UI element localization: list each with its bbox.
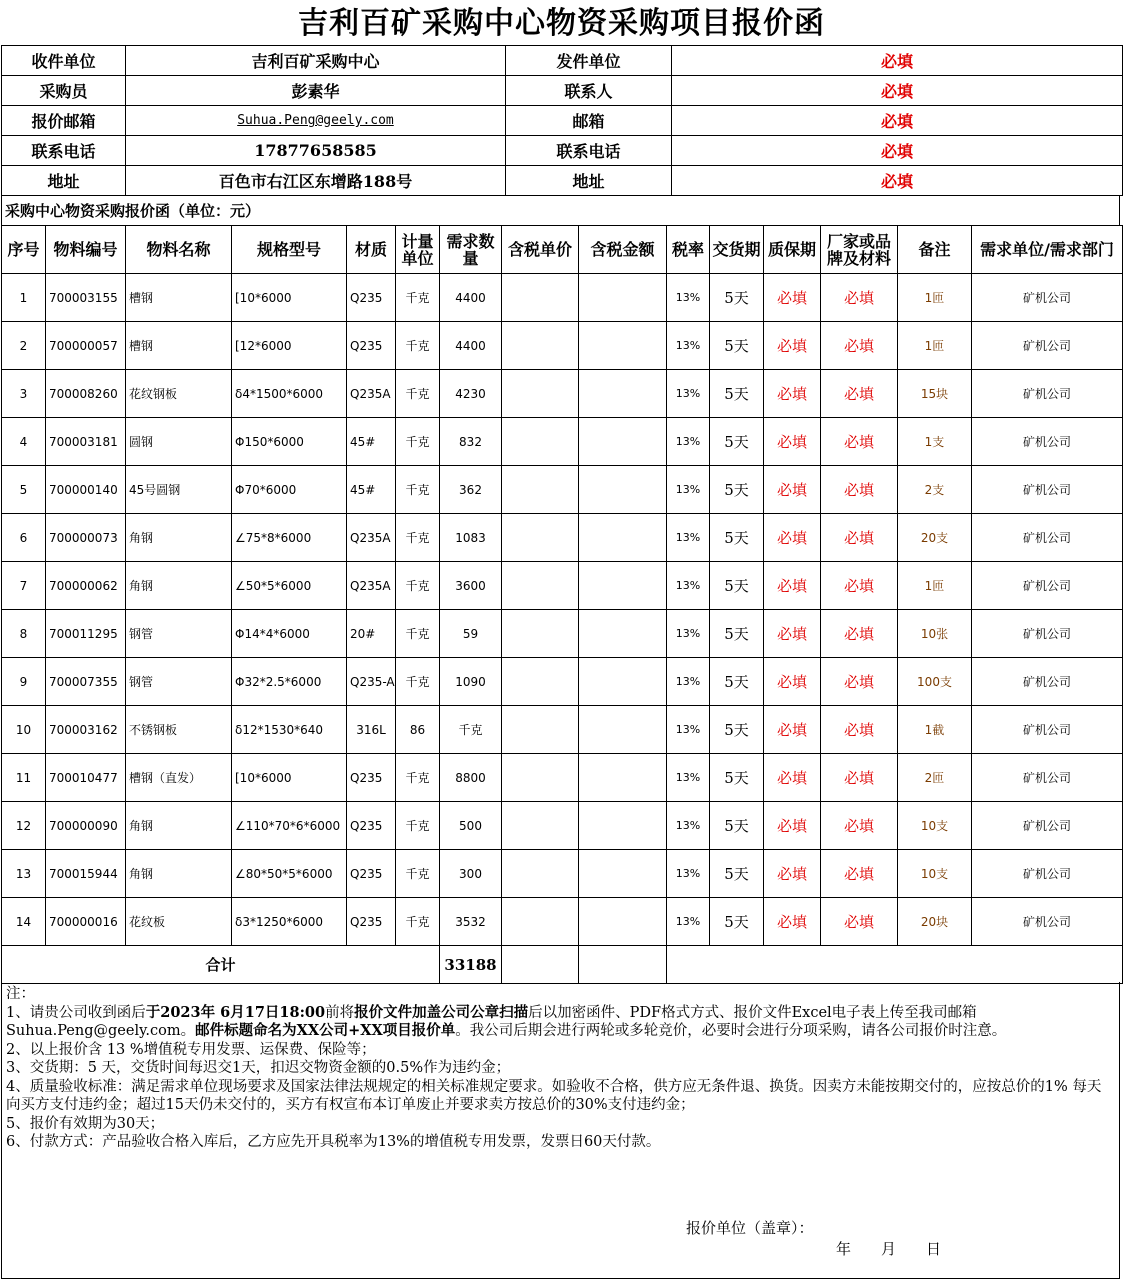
cell-spec: ∠80*50*5*6000 [232,850,347,898]
cell-spec: Φ150*6000 [232,418,347,466]
cell-mat: Q235 [347,274,396,322]
cell-name: 槽钢 [126,322,232,370]
page-title: 吉利百矿采购中心物资采购项目报价函 [298,6,825,41]
table-row [2,274,1123,322]
cell-brand[interactable]: 必填 [821,418,898,466]
cell-brand[interactable]: 必填 [821,898,898,946]
cell-unit: 千克 [396,802,440,850]
column-header: 需求单位/需求部门 [972,226,1123,274]
cell-days: 5天 [710,514,764,562]
header-label: 联系电话 [2,136,126,166]
table-row [2,898,1123,946]
header-value: 17877658585 [126,136,506,166]
cell-unit-price[interactable] [502,898,579,946]
cell-mat: Q235A [347,514,396,562]
cell-name: 角钢 [126,562,232,610]
cell-warranty[interactable]: 必填 [764,514,821,562]
cell-days: 5天 [710,850,764,898]
header-row [2,166,1123,196]
cell-qty: 3600 [440,562,502,610]
total-empty [502,946,579,984]
cell-rate: 13% [667,466,710,514]
cell-code: 700003155 [46,274,126,322]
cell-remark: 1匝 [898,562,972,610]
cell-mat: Q235 [347,322,396,370]
cell-mat: Q235A [347,562,396,610]
cell-unit-price[interactable] [502,658,579,706]
cell-warranty[interactable]: 必填 [764,322,821,370]
cell-code: 700015944 [46,850,126,898]
cell-brand[interactable]: 必填 [821,802,898,850]
cell-mat: Q235-A [347,658,396,706]
cell-code: 700011295 [46,610,126,658]
cell-name: 钢管 [126,658,232,706]
cell-no: 2 [2,322,46,370]
table-header-row [2,226,1123,274]
cell-qty: 4400 [440,274,502,322]
cell-remark: 10支 [898,802,972,850]
header-label: 联系电话 [506,136,672,166]
table-row [2,658,1123,706]
signature-label: 报价单位（盖章）： [686,1219,814,1237]
cell-amount[interactable] [579,466,667,514]
header-row [2,136,1123,166]
cell-name: 槽钢（直发） [126,754,232,802]
notes-section [1,982,1120,1279]
cell-warranty[interactable]: 必填 [764,850,821,898]
cell-unit: 千克 [396,418,440,466]
table-row [2,562,1123,610]
cell-unit: 千克 [396,274,440,322]
cell-amount[interactable] [579,706,667,754]
cell-unit-price[interactable] [502,706,579,754]
cell-mat: 316L [347,706,396,754]
cell-rate: 13% [667,802,710,850]
cell-dept: 矿机公司 [972,706,1123,754]
header-row [2,76,1123,106]
cell-remark: 10张 [898,610,972,658]
cell-rate: 13% [667,514,710,562]
cell-code: 700000140 [46,466,126,514]
cell-spec: Φ14*4*6000 [232,610,347,658]
cell-spec: [10*6000 [232,274,347,322]
cell-days: 5天 [710,802,764,850]
cell-remark: 10支 [898,850,972,898]
cell-remark: 2匝 [898,754,972,802]
cell-unit-price[interactable] [502,850,579,898]
cell-mat: Q235A [347,370,396,418]
cell-spec: ∠50*5*6000 [232,562,347,610]
cell-amount[interactable] [579,802,667,850]
cell-code: 700000057 [46,322,126,370]
cell-unit-price[interactable] [502,370,579,418]
total-label: 合计 [2,946,440,984]
header-label: 邮箱 [506,106,672,136]
cell-name: 45号圆钢 [126,466,232,514]
table-row [2,754,1123,802]
cell-unit: 千克 [396,322,440,370]
quotation-items-table [1,225,1123,984]
cell-warranty[interactable]: 必填 [764,562,821,610]
cell-dept: 矿机公司 [972,322,1123,370]
header-info-table [1,45,1123,196]
cell-warranty[interactable]: 必填 [764,370,821,418]
cell-no: 5 [2,466,46,514]
header-row [2,106,1123,136]
cell-no: 14 [2,898,46,946]
cell-warranty[interactable]: 必填 [764,754,821,802]
table-row [2,466,1123,514]
cell-amount[interactable] [579,850,667,898]
cell-unit-price[interactable] [502,754,579,802]
cell-warranty[interactable]: 必填 [764,658,821,706]
cell-qty: 500 [440,802,502,850]
cell-days: 5天 [710,562,764,610]
cell-dept: 矿机公司 [972,274,1123,322]
total-qty: 33188 [440,946,502,984]
cell-name: 花纹钢板 [126,370,232,418]
signature-date: 年 月 日 [836,1240,942,1258]
cell-warranty[interactable]: 必填 [764,610,821,658]
cell-name: 花纹板 [126,898,232,946]
cell-dept: 矿机公司 [972,658,1123,706]
cell-rate: 13% [667,562,710,610]
note-1: 1、请贵公司收到函后于2023年 6月17日18:00前将报价文件加盖公司公章扫描后以加密函件、PDF格式方式、报价文件Excel电子表上传至我司邮箱Suhua.Peng@geely.com。邮件标题命名为XX公司+XX项目报价单。我公司后期会进行两轮或多轮竞价，必要时会进行分项采购，请各公司报价时注意。 [6,1003,1007,1039]
cell-unit: 千克 [396,754,440,802]
cell-code: 700003181 [46,418,126,466]
note-4: 4、质量验收标准：满足需求单位现场要求及国家法律法规规定的相关标准规定要求。如验收不合格，供方应无条件退、换货。因卖方未能按期交付的，应按总价的1% 每天向买方支付违约金；超过15天仍未交付的，买方有权宣布本订单废止并要求卖方按总价的30%支付违约金； [6,1078,1102,1113]
cell-code: 700007355 [46,658,126,706]
required-field[interactable]: 必填 [672,46,1123,76]
column-header: 质保期 [764,226,821,274]
cell-remark: 1截 [898,706,972,754]
cell-rate: 13% [667,850,710,898]
cell-no: 7 [2,562,46,610]
cell-spec: Φ32*2.5*6000 [232,658,347,706]
table-row [2,514,1123,562]
cell-qty: 4230 [440,370,502,418]
cell-days: 5天 [710,466,764,514]
cell-rate: 13% [667,898,710,946]
cell-dept: 矿机公司 [972,418,1123,466]
cell-unit: 千克 [396,850,440,898]
cell-unit-price[interactable] [502,610,579,658]
cell-amount[interactable] [579,370,667,418]
notes-heading: 注： [6,986,35,1002]
cell-remark: 20支 [898,514,972,562]
cell-brand[interactable]: 必填 [821,322,898,370]
header-value: Suhua.Peng@geely.com [126,106,506,136]
cell-unit-price[interactable] [502,322,579,370]
cell-dept: 矿机公司 [972,370,1123,418]
cell-remark: 15块 [898,370,972,418]
required-field[interactable]: 必填 [672,136,1123,166]
cell-remark: 1匝 [898,322,972,370]
cell-unit-price[interactable] [502,418,579,466]
cell-amount[interactable] [579,562,667,610]
cell-brand[interactable]: 必填 [821,706,898,754]
cell-spec: Φ70*6000 [232,466,347,514]
cell-warranty[interactable]: 必填 [764,898,821,946]
note-6: 6、付款方式：产品验收合格入库后，乙方应先开具税率为13%的增值税专用发票，发票日60天付款。 [6,1134,661,1150]
cell-days: 5天 [710,706,764,754]
header-label: 发件单位 [506,46,672,76]
cell-rate: 13% [667,418,710,466]
cell-days: 5天 [710,322,764,370]
header-value: 百色市右江区东增路188号 [126,166,506,196]
column-header: 备注 [898,226,972,274]
cell-code: 700000090 [46,802,126,850]
cell-amount[interactable] [579,322,667,370]
cell-spec: ∠75*8*6000 [232,514,347,562]
cell-unit: 千克 [396,610,440,658]
cell-rate: 13% [667,754,710,802]
cell-no: 12 [2,802,46,850]
cell-no: 13 [2,850,46,898]
table-row [2,706,1123,754]
cell-rate: 13% [667,322,710,370]
cell-brand[interactable]: 必填 [821,754,898,802]
cell-unit-price[interactable] [502,514,579,562]
table-row [2,610,1123,658]
column-header: 含税金额 [579,226,667,274]
cell-no: 8 [2,610,46,658]
cell-amount[interactable] [579,754,667,802]
total-amount [579,946,667,984]
cell-dept: 矿机公司 [972,610,1123,658]
total-empty [667,946,1123,984]
cell-amount[interactable] [579,610,667,658]
required-field[interactable]: 必填 [672,166,1123,196]
cell-name: 圆钢 [126,418,232,466]
cell-qty: 8800 [440,754,502,802]
column-header: 需求数量 [440,226,502,274]
cell-unit-price[interactable] [502,562,579,610]
note-5: 5、报价有效期为30天； [6,1115,165,1132]
cell-warranty[interactable]: 必填 [764,418,821,466]
column-header: 厂家或品牌及材料 [821,226,898,274]
cell-qty: 3532 [440,898,502,946]
cell-spec: ∠110*70*6*6000 [232,802,347,850]
cell-dept: 矿机公司 [972,802,1123,850]
cell-no: 11 [2,754,46,802]
cell-qty: 362 [440,466,502,514]
column-header: 计量单位 [396,226,440,274]
cell-brand[interactable]: 必填 [821,562,898,610]
cell-days: 5天 [710,274,764,322]
cell-dept: 矿机公司 [972,514,1123,562]
header-row [2,46,1123,76]
column-header: 材质 [347,226,396,274]
cell-rate: 13% [667,610,710,658]
cell-warranty[interactable]: 必填 [764,706,821,754]
cell-rate: 13% [667,706,710,754]
cell-name: 角钢 [126,850,232,898]
cell-rate: 13% [667,274,710,322]
table-caption: 采购中心物资采购报价函（单位：元） [1,196,1120,225]
cell-code: 700000062 [46,562,126,610]
header-value: 吉利百矿采购中心 [126,46,506,76]
note-3: 3、交货期：5 天，交货时间每迟交1天，扣迟交物资金额的0.5%作为违约金； [6,1060,511,1076]
cell-dept: 矿机公司 [972,754,1123,802]
cell-brand[interactable]: 必填 [821,610,898,658]
cell-amount[interactable] [579,898,667,946]
required-field[interactable]: 必填 [672,106,1123,136]
cell-unit: 千克 [396,658,440,706]
cell-brand[interactable]: 必填 [821,274,898,322]
cell-spec: δ3*1250*6000 [232,898,347,946]
cell-name: 角钢 [126,514,232,562]
cell-spec: [10*6000 [232,754,347,802]
cell-warranty[interactable]: 必填 [764,466,821,514]
header-label: 采购员 [2,76,126,106]
cell-unit: 86 [396,706,440,754]
cell-name: 钢管 [126,610,232,658]
cell-remark: 20块 [898,898,972,946]
cell-unit: 千克 [396,466,440,514]
cell-days: 5天 [710,754,764,802]
column-header: 交货期 [710,226,764,274]
cell-amount[interactable] [579,658,667,706]
cell-unit-price[interactable] [502,466,579,514]
cell-brand[interactable]: 必填 [821,514,898,562]
cell-code: 700003162 [46,706,126,754]
cell-code: 700000016 [46,898,126,946]
cell-code: 700008260 [46,370,126,418]
cell-unit: 千克 [396,898,440,946]
column-header: 税率 [667,226,710,274]
cell-unit: 千克 [396,514,440,562]
cell-brand[interactable]: 必填 [821,658,898,706]
cell-mat: Q235 [347,898,396,946]
cell-dept: 矿机公司 [972,562,1123,610]
cell-unit: 千克 [396,370,440,418]
cell-name: 不锈钢板 [126,706,232,754]
column-header: 物料名称 [126,226,232,274]
cell-remark: 2支 [898,466,972,514]
cell-spec: [12*6000 [232,322,347,370]
cell-unit-price[interactable] [502,802,579,850]
cell-mat: 45# [347,466,396,514]
cell-name: 槽钢 [126,274,232,322]
cell-rate: 13% [667,658,710,706]
cell-no: 1 [2,274,46,322]
cell-spec: δ4*1500*6000 [232,370,347,418]
cell-qty: 4400 [440,322,502,370]
cell-unit: 千克 [396,562,440,610]
column-header: 序号 [2,226,46,274]
header-label: 地址 [506,166,672,196]
cell-qty: 1083 [440,514,502,562]
header-label: 报价邮箱 [2,106,126,136]
cell-no: 6 [2,514,46,562]
cell-qty: 59 [440,610,502,658]
cell-mat: 45# [347,418,396,466]
cell-days: 5天 [710,418,764,466]
header-label: 地址 [2,166,126,196]
table-row [2,322,1123,370]
cell-days: 5天 [710,898,764,946]
cell-no: 9 [2,658,46,706]
cell-remark: 1匝 [898,274,972,322]
column-header: 规格型号 [232,226,347,274]
cell-dept: 矿机公司 [972,850,1123,898]
table-row [2,418,1123,466]
table-row [2,850,1123,898]
note-2: 2、以上报价含 13 %增值税专用发票、运保费、保险等； [6,1041,376,1058]
cell-amount[interactable] [579,418,667,466]
cell-warranty[interactable]: 必填 [764,274,821,322]
cell-no: 3 [2,370,46,418]
cell-qty: 300 [440,850,502,898]
cell-mat: Q235 [347,802,396,850]
cell-name: 角钢 [126,802,232,850]
cell-warranty[interactable]: 必填 [764,802,821,850]
cell-no: 10 [2,706,46,754]
header-value: 彭素华 [126,76,506,106]
cell-code: 700000073 [46,514,126,562]
column-header: 物料编号 [46,226,126,274]
cell-brand[interactable]: 必填 [821,466,898,514]
header-label: 联系人 [506,76,672,106]
cell-rate: 13% [667,370,710,418]
cell-days: 5天 [710,370,764,418]
cell-mat: Q235 [347,850,396,898]
cell-remark: 100支 [898,658,972,706]
cell-brand[interactable]: 必填 [821,370,898,418]
cell-dept: 矿机公司 [972,898,1123,946]
cell-remark: 1支 [898,418,972,466]
cell-code: 700010477 [46,754,126,802]
cell-spec: δ12*1530*640 [232,706,347,754]
total-row [2,946,1123,984]
cell-no: 4 [2,418,46,466]
cell-mat: Q235 [347,754,396,802]
cell-days: 5天 [710,658,764,706]
table-row [2,802,1123,850]
cell-mat: 20# [347,610,396,658]
cell-brand[interactable]: 必填 [821,850,898,898]
cell-days: 5天 [710,610,764,658]
header-label: 收件单位 [2,46,126,76]
cell-qty: 千克 [440,706,502,754]
table-row [2,370,1123,418]
cell-qty: 832 [440,418,502,466]
cell-unit-price[interactable] [502,274,579,322]
required-field[interactable]: 必填 [672,76,1123,106]
cell-amount[interactable] [579,514,667,562]
cell-dept: 矿机公司 [972,466,1123,514]
cell-qty: 1090 [440,658,502,706]
column-header: 含税单价 [502,226,579,274]
cell-amount[interactable] [579,274,667,322]
